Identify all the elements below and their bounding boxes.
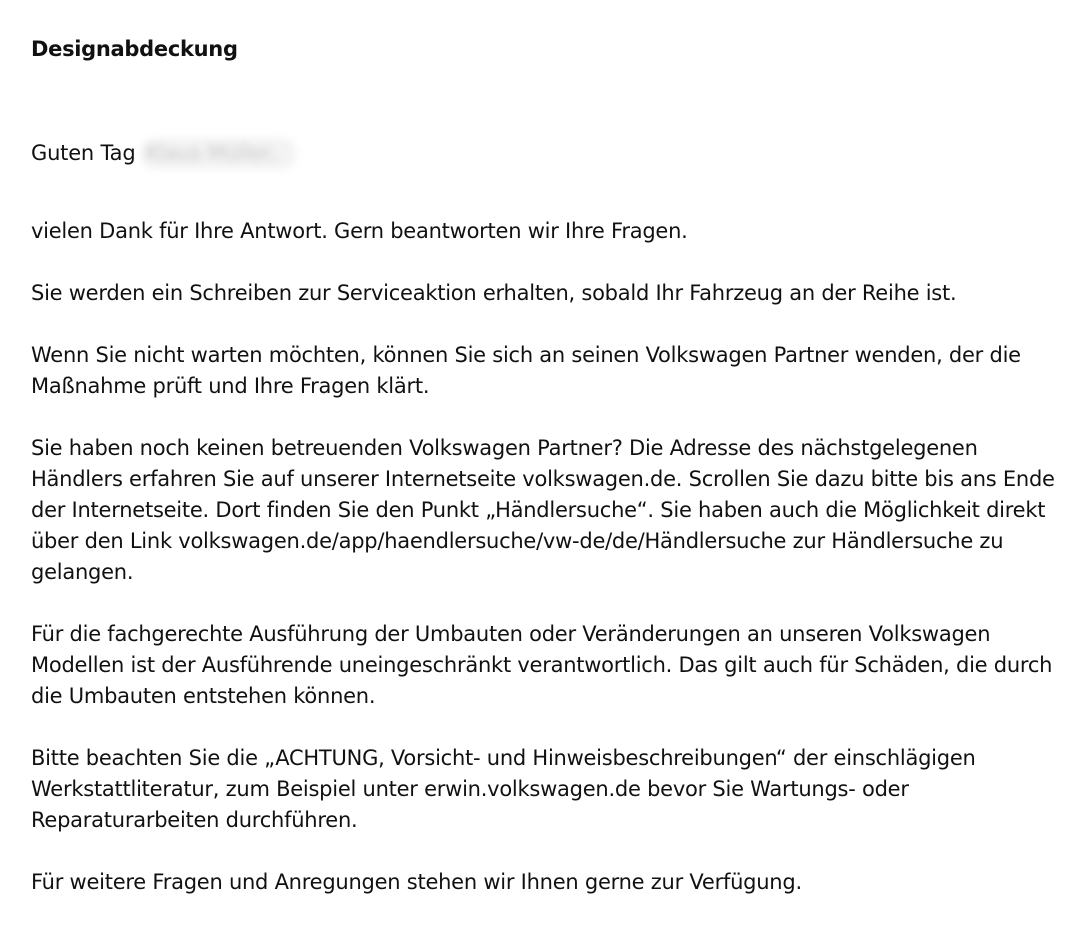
body-paragraph: Für die fachgerechte Ausführung der Umbauten oder Veränderungen an unseren Volkswagen Modellen ist der Ausführende uneingeschränkt verantwortlich. Das gilt auch für Schäden, die durch die Umbauten entstehen können.: [31, 622, 1053, 708]
body-paragraph: Für weitere Fragen und Anregungen stehen wir Ihnen gerne zur Verfügung.: [31, 870, 802, 894]
body-paragraph: Bitte beachten Sie die „ACHTUNG, Vorsicht- und Hinweisbeschreibungen“ der einschlägigen Werkstattliteratur, zum Beispiel unter erwin.volkswagen.de bevor Sie Wartungs- oder Reparaturarbeiten durchführen.: [31, 746, 976, 832]
body-paragraph: vielen Dank für Ihre Antwort. Gern beantworten wir Ihre Fragen.: [31, 219, 688, 243]
email-body: [31, 216, 1061, 929]
recipient-name-redacted: Klaus Müller,: [141, 138, 295, 169]
greeting-salutation: Guten Tag: [31, 141, 136, 165]
body-paragraph: Sie haben noch keinen betreuenden Volkswagen Partner? Die Adresse des nächstgelegenen Händlers erfahren Sie auf unserer Internetseite volkswagen.de. Scrollen Sie dazu bitte bis ans Ende der Internetseite. Dort finden Sie den Punkt „Händlersuche“. Sie haben auch die Möglichkeit direkt über den Link volkswagen.de/app/haendlersuche/vw-de/de/Händlersuche zur Händlersuche zu gelangen.: [31, 436, 1055, 584]
body-paragraph: Sie werden ein Schreiben zur Serviceaktion erhalten, sobald Ihr Fahrzeug an der Reihe ist.: [31, 281, 957, 305]
greeting-line: [31, 138, 296, 169]
email-subject: Designabdeckung: [31, 37, 238, 61]
body-paragraph: Wenn Sie nicht warten möchten, können Sie sich an seinen Volkswagen Partner wenden, der die Maßnahme prüft und Ihre Fragen klärt.: [31, 343, 1021, 398]
